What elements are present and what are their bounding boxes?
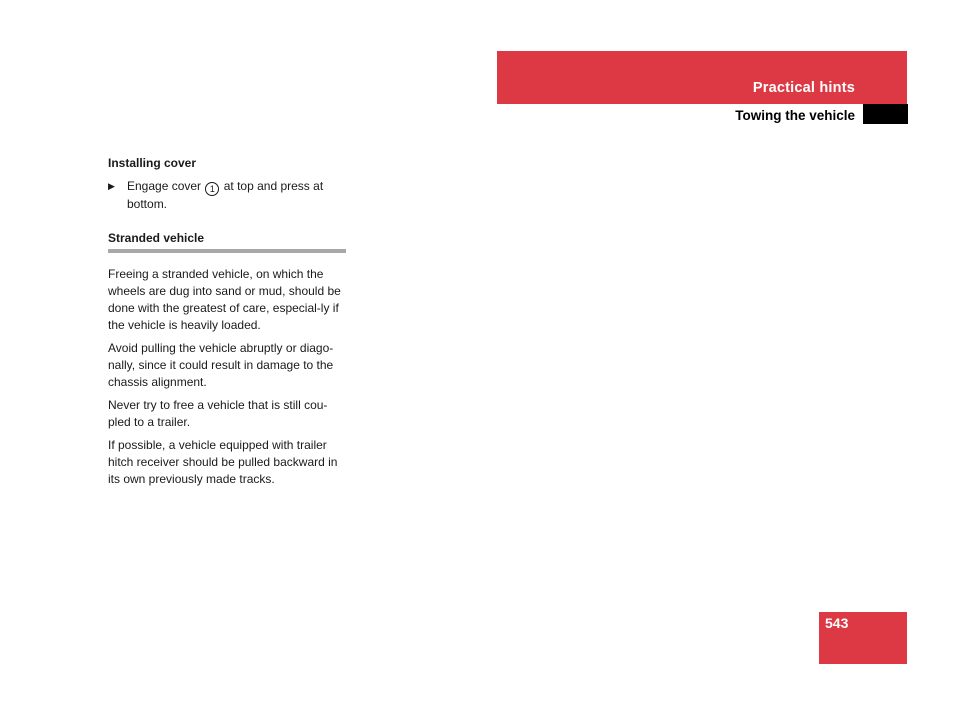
subsection-title: Towing the vehicle [735, 108, 855, 123]
instruction-text-start: Engage cover [127, 179, 202, 193]
instruction-text-end: at top and press at [223, 179, 324, 193]
instruction-step [108, 178, 348, 213]
paragraph-pull-backward: If possible, a vehicle equipped with trailer hitch receiver should be pulled backward in its own previously made tracks. [108, 438, 338, 486]
installing-cover-heading: Installing cover [108, 156, 197, 170]
callout-number-badge: 1 [205, 182, 219, 196]
paragraph-trailer-warning: Never try to free a vehicle that is still cou-pled to a trailer. [108, 398, 328, 429]
instruction-text [127, 178, 323, 213]
instruction-text-continuation: bottom. [127, 197, 168, 211]
paragraph-freeing: Freeing a stranded vehicle, on which the wheels are dug into sand or mud, should be done with the greatest of care, especial-ly if the vehicle is heavily loaded. [108, 267, 341, 332]
section-header-band [497, 51, 907, 104]
chapter-tab-marker [863, 104, 908, 124]
stranded-vehicle-heading: Stranded vehicle [108, 230, 346, 253]
triangle-bullet-icon: ▶ [108, 181, 115, 191]
page-number: 543 [825, 615, 849, 631]
paragraph-avoid-pulling: Avoid pulling the vehicle abruptly or diago-nally, since it could result in damage to the chassis alignment. [108, 341, 334, 389]
section-title: Practical hints [752, 80, 855, 96]
main-content [108, 155, 348, 488]
